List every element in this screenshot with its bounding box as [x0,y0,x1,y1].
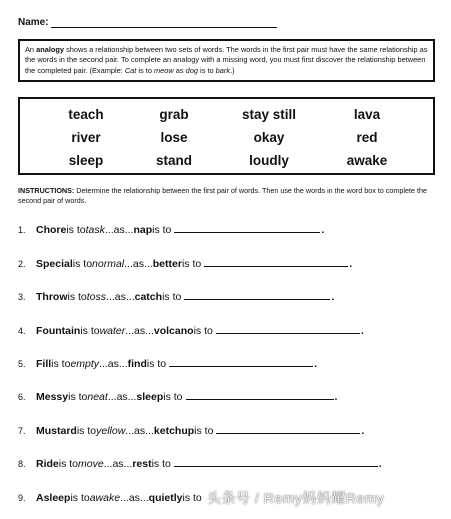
is-to: is to [181,258,202,270]
answer-blank[interactable] [216,325,360,334]
question-number: 9. [18,493,26,503]
word-b: water [99,325,126,337]
as-connector: ...as... [124,258,153,270]
as-connector: ...as... [103,458,133,470]
intro-text: shows a relationship between two sets of words. The words in the first pair must have the same relationship as the words in the second pair. To complete an analogy with a missing word, you must first discover the relationship between the completed pair. (Example: [25,45,428,75]
word-a: Fill [36,358,52,370]
watermark: 头条号 / Remy妈妈耀Remy [207,490,385,506]
as-connector: ...as... [107,391,137,403]
is-to: is to [182,492,202,504]
question-number: 7. [18,426,26,436]
word-box-word: teach [68,107,104,122]
answer-blank[interactable] [169,358,313,367]
word-box-word: okay [253,130,285,145]
intro-box [18,39,435,82]
period: . [360,325,364,337]
period: . [321,224,325,236]
word-c: sleep [136,391,164,403]
example-end: .) [230,65,235,75]
word-box-word: red [356,130,378,145]
word-b: toss [86,291,107,303]
as-connector: ...as... [104,224,134,236]
is-to: is to [58,458,79,470]
question-item [18,358,317,370]
question-number: 4. [18,326,26,336]
is-to: is to [76,425,97,437]
is-to: is to [152,224,172,236]
as-connector: ...as... [106,291,135,303]
question-number: 3. [18,292,26,302]
is-to: is to [80,325,100,337]
is-to: is to [162,291,182,303]
as-connector: ...as... [120,492,149,504]
is-to: is to [193,325,213,337]
word-box-word: awake [346,153,388,168]
word-box-word: lose [160,130,188,145]
period: . [334,391,338,403]
word-a: Special [36,258,73,270]
word-b: empty [70,358,100,370]
name-field [18,17,277,28]
example-word: Cat [124,65,137,75]
example-connector: is to [198,65,216,75]
word-box [18,97,435,175]
question-item [18,492,202,504]
is-to: is to [68,391,88,403]
instructions-text: Determine the relationship between the first pair of words. Then use the words in the word box to complete the second pair of words. [18,186,427,205]
word-b: yellow [96,425,126,437]
question-item [18,224,324,236]
question-number: 5. [18,359,26,369]
word-box-word: lava [353,107,381,122]
word-a: Mustard [36,425,77,437]
word-b: neat [87,391,108,403]
name-label: Name: [18,17,49,28]
answer-blank[interactable] [216,425,360,434]
word-c: ketchup [153,425,195,437]
is-to: is to [70,492,90,504]
answer-blank[interactable] [184,291,330,300]
word-c: quietly [148,492,183,504]
question-item [18,291,334,303]
is-to: is to [66,224,86,236]
example-connector: as [173,65,186,75]
word-b: normal [92,258,125,270]
word-c: volcano [153,325,194,337]
is-to: is to [72,258,93,270]
period: . [349,258,353,270]
word-c: catch [134,291,163,303]
is-to: is to [163,391,183,403]
word-a: Ride [36,458,59,470]
question-item [18,458,382,470]
question-number: 2. [18,259,26,269]
example-word: dog [185,65,198,75]
question-item [18,325,364,337]
question-number: 1. [18,225,26,235]
word-c: better [152,258,182,270]
word-box-word: sleep [68,153,104,168]
example-word: bark [215,65,231,75]
intro-text: An [25,45,37,54]
as-connector: ...as... [99,358,128,370]
period: . [378,458,382,470]
instructions-label: INSTRUCTIONS: [18,186,75,195]
word-a: Messy [36,391,69,403]
is-to: is to [146,358,167,370]
word-c: rest [132,458,152,470]
question-item [18,258,352,270]
word-box-word: grab [159,107,189,122]
period: . [314,358,318,370]
word-box-word: loudly [249,153,289,168]
word-a: Fountain [36,325,81,337]
as-connector: ...as... [125,325,154,337]
question-number: 6. [18,392,26,402]
cut-off-next-line [18,514,438,519]
example-word: meow [154,65,174,75]
intro-term: analogy [36,45,65,54]
is-to: is to [51,358,71,370]
word-box-word: river [71,130,101,145]
question-item [18,425,364,437]
answer-blank[interactable] [186,391,334,400]
word-a: Asleep [36,492,71,504]
word-box-word: stand [155,153,192,168]
answer-blank[interactable] [174,224,320,233]
word-b: awake [89,492,121,504]
word-b: task [85,224,105,236]
example-connector: is to [136,65,155,75]
word-c: nap [133,224,153,236]
question-number: 8. [18,459,26,469]
period: . [361,425,365,437]
instructions [18,186,428,205]
as-connector: ...as... [125,425,154,437]
answer-blank[interactable] [174,458,378,467]
word-a: Chore [36,224,67,236]
answer-blank[interactable] [204,258,348,267]
word-box-word: stay still [241,107,297,122]
word-c: find [127,358,147,370]
is-to: is to [67,291,87,303]
is-to: is to [194,425,214,437]
word-b: move [78,458,104,470]
period: . [331,291,335,303]
question-item [18,391,337,403]
word-a: Throw [36,291,68,303]
is-to: is to [151,458,171,470]
name-line[interactable] [51,18,277,28]
